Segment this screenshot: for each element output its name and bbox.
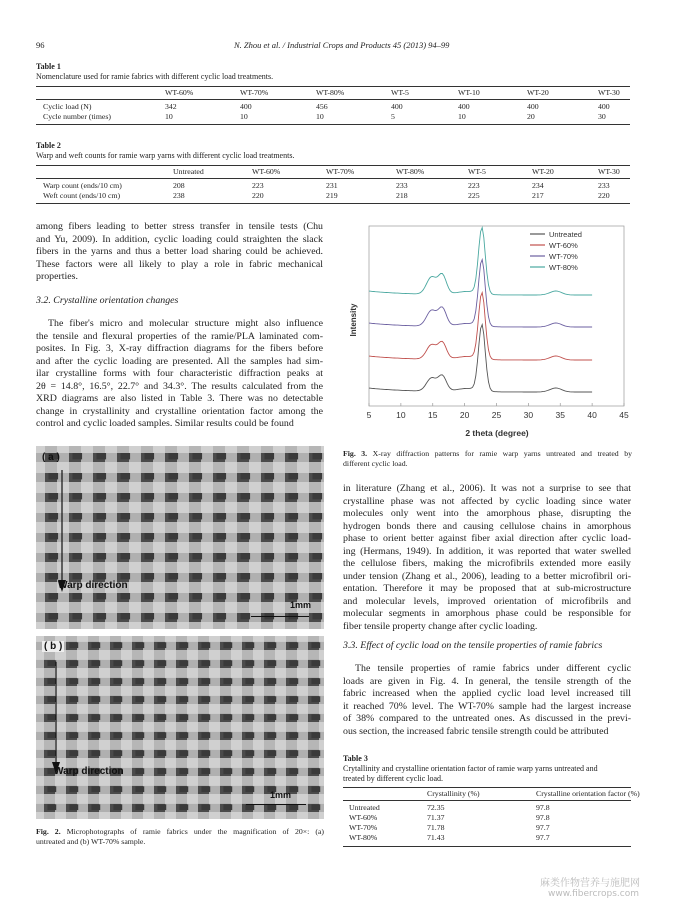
text-line: molecular segments in amorphous phase could be responsible for (343, 608, 631, 619)
table3-head-rule (343, 800, 631, 801)
table-column-header: WT-5 (391, 88, 409, 97)
table1-top-rule (36, 86, 630, 87)
fabric-photo-untreated (36, 446, 324, 629)
xrd-x-ticks (367, 403, 629, 420)
xrd-chart (344, 222, 634, 444)
fig3-caption-line-2: different cyclic load. (343, 459, 408, 468)
x-tick-label: 35 (555, 410, 565, 420)
table-cell: Cycle number (times) (43, 112, 111, 121)
table-cell: 10 (316, 112, 324, 121)
chart-x-axis-label: 2 theta (degree) (465, 428, 529, 438)
text-line: XRD diagrams are also listed in Table 3. There was no detectable (36, 393, 323, 404)
table2-bottom-rule (36, 203, 630, 204)
table-column-header: WT-70% (326, 167, 355, 176)
warp-direction-arrow-b (50, 660, 70, 780)
text-line: hydrogen bonds there and causing cellulose chains in amorphous (343, 520, 631, 532)
text-line: loads are given in Fig. 4. In general, the tensile strength of the (343, 675, 631, 687)
table-cell: 208 (173, 181, 185, 190)
table-column-header: Crystallinity (%) (427, 789, 480, 798)
table-cell: Warp count (ends/10 cm) (43, 181, 122, 190)
scale-label-b: 1mm (270, 790, 292, 800)
table-cell: 220 (598, 191, 610, 200)
text-line: 2θ = 14.8°, 16.5°, 22.7° and 34.3°. The results calculated from the (36, 380, 323, 392)
text-line: change in crystallinity and crystalline orientation factor among the (36, 405, 323, 417)
table-column-header: Untreated (173, 167, 204, 176)
table-cell: 30 (598, 112, 606, 121)
x-tick-label: 30 (523, 410, 534, 420)
table-cell: 223 (252, 181, 264, 190)
text-line: The fiber's micro and molecular structure might also influence (48, 318, 323, 329)
text-line: entation. Therefore it may be proposed that at sub-microstructure (343, 583, 631, 594)
x-tick-label: 15 (428, 410, 438, 420)
table-cell: 97.7 (536, 823, 550, 832)
section-heading-3-3: 3.3. Effect of cyclic load on the tensile properties of ramie fabrics (343, 640, 603, 651)
panel-label-b: ( b ) (44, 641, 63, 652)
text-line: among fibers leading to better stress transfer in tensile tests (Chu (36, 221, 323, 232)
fabric-weave-texture-a (36, 446, 324, 629)
x-tick-label: 10 (396, 410, 406, 420)
table2-caption: Warp and weft counts for ramie warp yarns with different cyclic load treatments. (36, 151, 295, 160)
text-line: fabric increased when the applied cyclic load level increased till (343, 688, 631, 699)
table-column-header: WT-20 (527, 88, 549, 97)
x-tick-label: 20 (459, 410, 470, 420)
text-line: crystalline phase was not affected by cyclic loading since water (343, 495, 631, 507)
text-line: properties. (36, 271, 78, 282)
table-cell: 234 (532, 181, 544, 190)
chart-y-axis-label: Intensity (349, 303, 358, 337)
text-line: These factors were all likely to play a role in fabric mechanical (36, 258, 323, 270)
warp-direction-label-b: Warp direction (54, 766, 124, 777)
table-cell: 72.35 (427, 803, 445, 812)
fig2-caption-line-2: untreated and (b) WT-70% sample. (36, 837, 146, 846)
text-line: in literature (Zhang et al., 2006). It was not a surprise to see that (343, 483, 631, 494)
text-line: The tensile properties of ramie fabrics under different cyclic (355, 663, 631, 674)
table3-caption-line-2: treated by different cyclic load. (343, 774, 444, 783)
table-cell: 71.78 (427, 823, 445, 832)
right-paragraph-1 (343, 483, 631, 633)
text-line: the cellulose fibers, making the microfibrils extended more easily (343, 558, 631, 569)
table-cell: 400 (391, 102, 403, 111)
table-cell: 218 (396, 191, 408, 200)
xrd-legend (530, 230, 582, 272)
page-number: 96 (36, 40, 45, 50)
legend-entry: WT-70% (549, 252, 578, 261)
fig2-caption-line-1: Microphotographs of ramie fabrics under the magnification of 20×: (a) (66, 827, 324, 836)
legend-entry: WT-60% (549, 241, 578, 250)
x-tick-label: 40 (587, 410, 597, 420)
table-cell: WT-80% (349, 833, 378, 842)
table-cell: 231 (326, 181, 338, 190)
xrd-series-line (369, 293, 592, 360)
table-cell: 97.8 (536, 813, 550, 822)
fig3-caption (343, 449, 632, 469)
fig3-caption-label: Fig. 3. (343, 449, 368, 458)
table3-bottom-rule (343, 846, 631, 847)
section-heading-3-2: 3.2. Crystalline orientation changes (36, 295, 179, 306)
table-cell: WT-60% (349, 813, 378, 822)
table-cell: 342 (165, 102, 177, 111)
table-column-header: WT-10 (458, 88, 480, 97)
text-line: fiber tensile property change after cyclic loading. (343, 620, 538, 632)
table-cell: 225 (468, 191, 480, 200)
fig2-caption-label: Fig. 2. (36, 827, 61, 836)
text-line: ous section, the increased fabric tensile strength could be attributed (343, 725, 609, 737)
table-cell: 97.7 (536, 833, 550, 842)
table2-caption-block (36, 141, 636, 161)
text-line: and after the cyclic loading are presented. All the samples had sim- (36, 355, 323, 367)
table-cell: 10 (240, 112, 248, 121)
table1-bottom-rule (36, 124, 630, 125)
legend-entry: WT-80% (549, 263, 578, 272)
table-cell: 400 (458, 102, 470, 111)
fig3-caption-line-1: X-ray diffraction patterns for ramie warp yarns untreated and treated by (372, 449, 632, 458)
table-cell: 223 (468, 181, 480, 190)
watermark-cn: 麻类作物营养与施肥网 (540, 878, 640, 889)
table-cell: 10 (165, 112, 173, 121)
text-line: of 38% compared to the untreated ones. As discussed in the previ- (343, 713, 631, 724)
table-column-header: WT-20 (532, 167, 554, 176)
table-cell: WT-70% (349, 823, 378, 832)
table-cell: 10 (458, 112, 466, 121)
table-column-header: WT-80% (316, 88, 345, 97)
x-tick-label: 45 (619, 410, 629, 420)
panel-label-a: ( a ) (42, 452, 60, 463)
warp-direction-label-a: Warp direction (58, 580, 128, 591)
text-line: ilar crystalline forms with four characteristic diffraction peaks at (36, 368, 323, 379)
table3-label: Table 3 (343, 754, 368, 763)
table-cell: 238 (173, 191, 185, 200)
scale-bar-a (251, 616, 309, 617)
table-cell: 97.8 (536, 803, 550, 812)
table-cell: 219 (326, 191, 338, 200)
right-paragraph-2 (343, 663, 631, 738)
fig2-caption (36, 827, 324, 847)
scale-label-a: 1mm (290, 600, 312, 610)
table-cell: Weft count (ends/10 cm) (43, 191, 121, 200)
text-line: under tension (Zhang et al., 2006), leading to a better microfibril ori- (343, 570, 631, 582)
running-header: N. Zhou et al. / Industrial Crops and Products 45 (2013) 94–99 (234, 40, 450, 50)
table-cell: 233 (396, 181, 408, 190)
table1-caption: Nomenclature used for ramie fabrics with different cyclic load treatments. (36, 72, 274, 81)
text-line: molecules only went into the amorphous phase, disrupting the (343, 508, 631, 519)
legend-entry: Untreated (549, 230, 582, 239)
table3-caption-line-1: Crytallinity and crystalline orientation factor of ramie warp yarns untreated and (343, 764, 598, 773)
table-column-header: WT-70% (240, 88, 269, 97)
watermark-url: www.fibercrops.com (548, 889, 639, 899)
table-cell: 5 (391, 112, 395, 121)
table2-head-rule (36, 178, 630, 179)
table-column-header: WT-30 (598, 167, 620, 176)
table-cell: 71.43 (427, 833, 445, 842)
table1-caption-block (36, 62, 636, 82)
table-cell: 71.37 (427, 813, 445, 822)
text-line: posites. In Fig. 3, X-ray diffraction diagrams for the fibers before (36, 343, 323, 354)
table1-label: Table 1 (36, 62, 61, 71)
text-line: and molecular levels, improved orientation of microfibrils and (343, 595, 631, 607)
text-line: and Yu, 2009). In addition, cyclic loading could straighten the slack (36, 233, 323, 245)
table2-label: Table 2 (36, 141, 61, 150)
x-tick-label: 25 (491, 410, 502, 420)
table-column-header: WT-30 (598, 88, 620, 97)
warp-direction-arrow-a (56, 468, 76, 598)
table3-top-rule (343, 787, 631, 788)
table-cell: 400 (240, 102, 252, 111)
table-cell: 220 (252, 191, 264, 200)
x-tick-label: 5 (366, 410, 372, 420)
table-cell: Cyclic load (N) (43, 102, 92, 111)
scale-bar-b (246, 804, 306, 805)
table-cell: 400 (598, 102, 610, 111)
table-cell: Untreated (349, 803, 380, 812)
left-paragraph-1 (36, 221, 323, 284)
table-cell: 233 (598, 181, 610, 190)
table-column-header: WT-80% (396, 167, 425, 176)
table-cell: 217 (532, 191, 544, 200)
table-column-header: WT-60% (165, 88, 194, 97)
table-cell: 20 (527, 112, 535, 121)
table1-head-rule (36, 99, 630, 100)
table-column-header: WT-60% (252, 167, 281, 176)
left-paragraph-2 (36, 318, 323, 431)
chart-plot-frame (369, 226, 624, 406)
text-line: fibers in the yarns and thus a better load sharing could be achieved. (36, 246, 323, 257)
text-line: control and cyclic loaded samples. Similar results could be found (36, 418, 294, 429)
fabric-photo-wt70 (36, 636, 324, 819)
text-line: phase to orient better against fiber axial direction after cyclic load- (343, 533, 631, 544)
text-line: the tensile and flexural properties of the ramie/PLA laminated com- (36, 330, 323, 342)
table-cell: 456 (316, 102, 328, 111)
table2-top-rule (36, 165, 630, 166)
table-column-header: Crystalline orientation factor (%) (536, 789, 640, 798)
table-cell: 400 (527, 102, 539, 111)
text-line: ing (Hermans, 1949). In addition, it was reported that water swelled (343, 545, 631, 557)
table3-caption-block (343, 754, 633, 784)
text-line: it reached 70% level. The WT-70% sample had the largest increase (343, 700, 631, 712)
table-column-header: WT-5 (468, 167, 486, 176)
